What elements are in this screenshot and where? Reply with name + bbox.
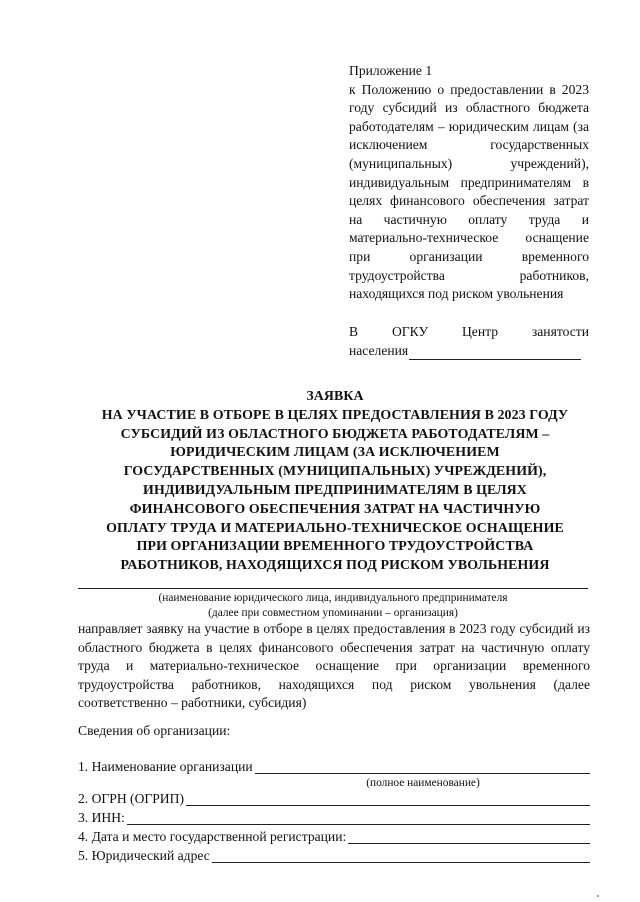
addressee-line-1 bbox=[349, 323, 589, 342]
field-label: 1. Наименование организации bbox=[78, 759, 253, 774]
addressee-word: Центр bbox=[461, 324, 498, 339]
scan-speck bbox=[597, 895, 599, 897]
addressee-prefix: населения bbox=[349, 342, 409, 358]
field-blank-line[interactable] bbox=[348, 829, 590, 844]
field-registration bbox=[78, 828, 590, 847]
appendix-reference-text: к Положению о предоставлении в 2023 году субсидий из областного бюджета работодателям – юридическим лицам (за исключением государственных (муниципальных) учреждений), индивидуальным предпринимателям в целях финансового обеспечения затрат на частичную оплату труда и материально-техническое оснащение при организации временного трудоустройства работников, находящихся под риском увольнения bbox=[349, 81, 589, 302]
addressee-blank-line[interactable] bbox=[409, 345, 581, 360]
caption-line: (наименование юридического лица, индивидуального предпринимателя bbox=[158, 592, 508, 604]
field-label: 2. ОГРН (ОГРИП) bbox=[78, 791, 184, 806]
addressee-block bbox=[349, 323, 589, 360]
field-label: 3. ИНН: bbox=[78, 810, 125, 825]
title-line: РАБОТНИКОВ, НАХОДЯЩИХСЯ ПОД РИСКОМ УВОЛЬНЕНИЯ bbox=[120, 558, 550, 574]
title-line: ГОСУДАРСТВЕННЫХ (МУНИЦИПАЛЬНЫХ) УЧРЕЖДЕНИЙ), bbox=[123, 464, 547, 480]
title-line: СУБСИДИЙ ИЗ ОБЛАСТНОГО БЮДЖЕТА РАБОТОДАТЕЛЯМ – bbox=[120, 426, 550, 442]
field-blank-line[interactable] bbox=[127, 810, 590, 825]
addressee-word: В bbox=[349, 324, 359, 339]
application-paragraph: направляет заявку на участие в отборе в целях предоставления в 2023 году субсидий из областного бюджета в целях финансового обеспечения затрат на частичную оплату труда и материально-техническое оснащение при организации временного трудоустройства работников, находящихся под риском увольнения (далее соответственно – работники, субсидия) bbox=[78, 621, 590, 711]
title-line: ЗАЯВКА bbox=[306, 389, 364, 404]
title-line: НА УЧАСТИЕ В ОТБОРЕ В ЦЕЛЯХ ПРЕДОСТАВЛЕНИЯ В 2023 ГОДУ bbox=[101, 407, 569, 423]
title-line: ПРИ ОРГАНИЗАЦИИ ВРЕМЕННОГО ТРУДОУСТРОЙСТВА bbox=[136, 539, 534, 555]
organization-name-blank-line[interactable] bbox=[78, 588, 588, 589]
application-title bbox=[70, 388, 600, 576]
field-blank-line[interactable] bbox=[186, 791, 590, 806]
field-organization-name bbox=[78, 758, 590, 777]
field-label: 5. Юридический адрес bbox=[78, 848, 210, 863]
field-blank-line[interactable] bbox=[212, 848, 590, 863]
appendix-number: Приложение 1 bbox=[349, 63, 433, 78]
title-line: ФИНАНСОВОГО ОБЕСПЕЧЕНИЯ ЗАТРАТ НА ЧАСТИЧНУЮ bbox=[129, 501, 541, 517]
title-line: ЮРИДИЧЕСКИМ ЛИЦАМ (ЗА ИСКЛЮЧЕНИЕМ bbox=[170, 445, 500, 461]
title-line: ОПЛАТУ ТРУДА И МАТЕРИАЛЬНО-ТЕХНИЧЕСКОЕ ОСНАЩЕНИЕ bbox=[106, 520, 564, 536]
field-legal-address bbox=[78, 847, 590, 866]
field-inn bbox=[78, 809, 590, 828]
field-ogrn bbox=[78, 790, 590, 809]
addressee-word: ОГКУ bbox=[391, 324, 429, 339]
title-line: ИНДИВИДУАЛЬНЫМ ПРЕДПРИНИМАТЕЛЯМ В ЦЕЛЯХ bbox=[143, 482, 527, 498]
field-label: 4. Дата и место государственной регистрации: bbox=[78, 829, 347, 844]
section-heading: Сведения об организации: bbox=[78, 723, 231, 738]
appendix-block bbox=[349, 62, 589, 304]
caption-line: (далее при совместном упоминании – организация) bbox=[208, 606, 458, 619]
organization-name-caption bbox=[78, 591, 588, 620]
field-caption: (полное наименование) bbox=[366, 777, 480, 789]
addressee-word: занятости bbox=[531, 324, 589, 339]
field-blank-line[interactable] bbox=[255, 759, 590, 774]
addressee-line-2 bbox=[349, 342, 589, 361]
